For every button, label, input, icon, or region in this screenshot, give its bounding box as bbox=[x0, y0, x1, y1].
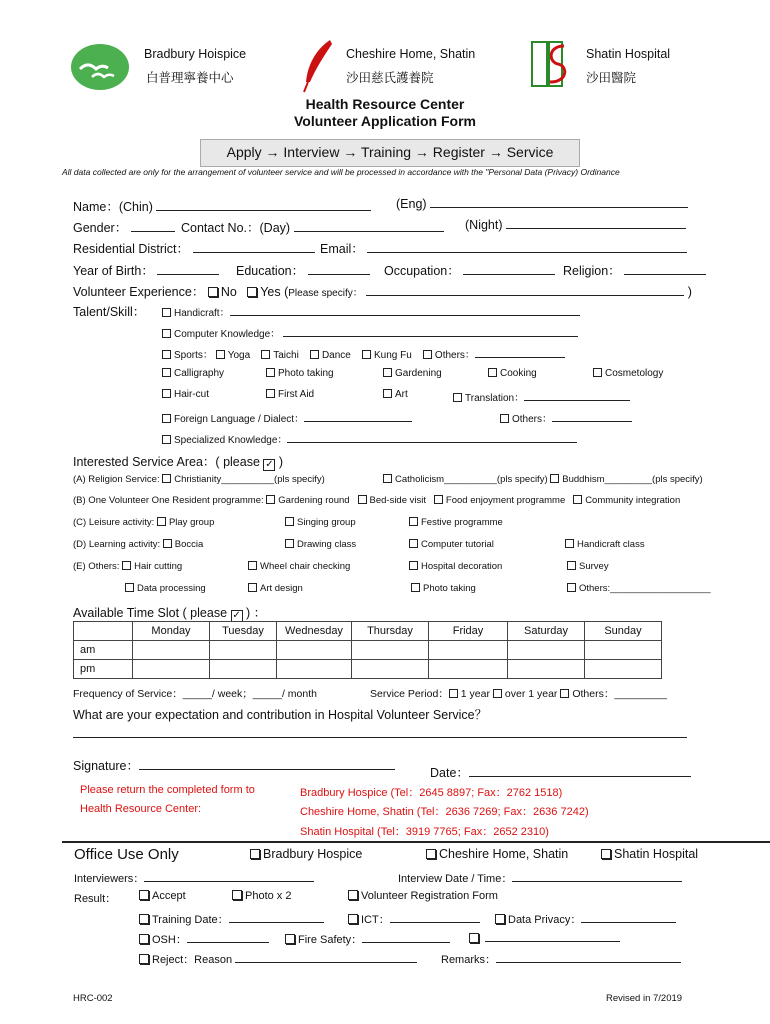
day-header: Saturday bbox=[508, 622, 585, 641]
fire-label: Fire Safety： bbox=[298, 934, 363, 946]
computer-field[interactable] bbox=[283, 326, 578, 337]
row-label: pm bbox=[74, 660, 133, 679]
phototaking-checkbox[interactable] bbox=[411, 583, 420, 592]
ict-checkbox[interactable] bbox=[348, 914, 358, 924]
tick-icon: ✓ bbox=[265, 459, 274, 470]
yoga-label: Yoga bbox=[227, 350, 251, 361]
data-processing-checkbox[interactable] bbox=[125, 583, 134, 592]
reject-label: Reject：Reason bbox=[152, 954, 233, 966]
office-shatin-checkbox[interactable] bbox=[601, 849, 611, 859]
dance-checkbox[interactable] bbox=[310, 350, 319, 359]
calligraphy-checkbox[interactable] bbox=[162, 368, 171, 377]
buddhism-checkbox[interactable] bbox=[550, 474, 559, 483]
vol-reg-label: Volunteer Registration Form bbox=[361, 890, 498, 902]
org1-name-zh: 白普理寧養中心 bbox=[146, 71, 234, 85]
slot-cell[interactable] bbox=[585, 660, 662, 679]
yob-label: Year of Birth： bbox=[73, 264, 154, 278]
slot-cell[interactable] bbox=[585, 641, 662, 660]
food-checkbox[interactable] bbox=[434, 495, 443, 504]
handicraft-class-label: Handicraft class bbox=[577, 539, 645, 550]
computer-tutorial-checkbox[interactable] bbox=[409, 539, 418, 548]
signature-label: Signature： bbox=[73, 759, 140, 773]
translation-field[interactable] bbox=[524, 390, 630, 401]
festive-label: Festive programme bbox=[421, 517, 503, 528]
form-title-line2: Volunteer Application Form bbox=[293, 113, 476, 129]
accept-label: Accept bbox=[152, 890, 186, 902]
religion-field[interactable] bbox=[624, 264, 706, 275]
festive-checkbox[interactable] bbox=[409, 517, 418, 526]
wheelchair-label: Wheel chair checking bbox=[260, 561, 351, 572]
over-one-label: over 1 year bbox=[504, 688, 558, 700]
bradbury-logo bbox=[70, 43, 130, 91]
play-checkbox[interactable] bbox=[157, 517, 166, 526]
period-others-label: Others：_________ bbox=[572, 688, 667, 700]
day-header: Sunday bbox=[585, 622, 662, 641]
photo-checkbox[interactable] bbox=[266, 368, 275, 377]
photo-label: Photo taking bbox=[278, 368, 334, 379]
office-divider bbox=[62, 841, 770, 843]
gardening-checkbox[interactable] bbox=[383, 368, 392, 377]
gardening-round-label: Gardening round bbox=[278, 495, 350, 506]
hospital-deco-label: Hospital decoration bbox=[421, 561, 503, 572]
slot-cell[interactable] bbox=[210, 641, 277, 660]
calligraphy-label: Calligraphy bbox=[174, 368, 225, 379]
expectation-answer-line[interactable] bbox=[73, 737, 687, 738]
catholicism-checkbox[interactable] bbox=[383, 474, 392, 483]
org3-name-zh: 沙田醫院 bbox=[586, 71, 637, 85]
gender-field[interactable] bbox=[131, 221, 175, 232]
name-eng-label: (Eng) bbox=[396, 197, 427, 211]
art-design-label: Art design bbox=[260, 583, 303, 594]
service-area-heading-end: ) bbox=[278, 455, 284, 469]
christianity-checkbox[interactable] bbox=[162, 474, 171, 483]
osh-field[interactable] bbox=[187, 932, 269, 943]
name-chin-label: Name：(Chin) bbox=[73, 200, 153, 214]
vol-exp-specify-field[interactable] bbox=[366, 285, 684, 296]
sports-others-label: Others： bbox=[434, 350, 475, 361]
taichi-checkbox[interactable] bbox=[261, 350, 270, 359]
computer-tutorial-label: Computer tutorial bbox=[421, 539, 494, 550]
interview-date-label: Interview Date / Time： bbox=[398, 873, 513, 885]
time-slot-heading: Available Time Slot ( please bbox=[73, 606, 228, 620]
osh-label: OSH： bbox=[152, 934, 187, 946]
wheelchair-checkbox[interactable] bbox=[248, 561, 257, 570]
fire-field[interactable] bbox=[362, 932, 450, 943]
date-label: Date： bbox=[430, 766, 469, 780]
boccia-label: Boccia bbox=[174, 539, 204, 550]
learning-label: (D) Learning activity: bbox=[73, 539, 161, 550]
computer-label: Computer Knowledge： bbox=[174, 329, 281, 340]
food-label: Food enjoyment programme bbox=[445, 495, 566, 506]
leisure-label: (C) Leisure activity: bbox=[73, 517, 155, 528]
handicraft-checkbox[interactable] bbox=[162, 308, 171, 317]
vol-exp-yes-checkbox[interactable] bbox=[247, 287, 257, 297]
table-header-row bbox=[74, 622, 662, 641]
community-checkbox[interactable] bbox=[573, 495, 582, 504]
education-label: Education： bbox=[236, 264, 305, 278]
survey-checkbox[interactable] bbox=[567, 561, 576, 570]
foreign-field[interactable] bbox=[304, 411, 412, 422]
gender-label: Gender： bbox=[73, 221, 128, 235]
translation-label: Translation： bbox=[465, 393, 525, 404]
community-label: Community integration bbox=[585, 495, 681, 506]
ict-label: ICT： bbox=[361, 914, 390, 926]
sports-others-checkbox[interactable] bbox=[423, 350, 432, 359]
haircut-label: Hair-cut bbox=[174, 389, 210, 400]
org3-name-en: Shatin Hospital bbox=[586, 47, 671, 61]
privacy-checkbox[interactable] bbox=[495, 914, 505, 924]
return-instruction-2: Health Resource Center: bbox=[80, 803, 202, 815]
form-code: HRC-002 bbox=[73, 993, 113, 1004]
interviewers-label: Interviewers： bbox=[74, 873, 145, 885]
day-header: Monday bbox=[133, 622, 210, 641]
contact-day-field[interactable] bbox=[294, 221, 444, 232]
form-title-line1: Health Resource Center bbox=[305, 96, 465, 112]
fire-checkbox[interactable] bbox=[285, 934, 295, 944]
reject-field[interactable] bbox=[235, 952, 417, 963]
cosmetology-checkbox[interactable] bbox=[593, 368, 602, 377]
privacy-label: Data Privacy： bbox=[508, 914, 582, 926]
office-shatin-label: Shatin Hospital bbox=[614, 847, 699, 861]
vol-exp-no-checkbox[interactable] bbox=[208, 287, 218, 297]
taichi-label: Taichi bbox=[273, 350, 299, 361]
art-design-checkbox[interactable] bbox=[248, 583, 257, 592]
photo-x2-label: Photo x 2 bbox=[245, 890, 292, 902]
date-field[interactable] bbox=[469, 766, 691, 777]
service-area-heading: Interested Service Area：( please bbox=[73, 455, 260, 469]
survey-label: Survey bbox=[579, 561, 609, 572]
cosmetology-label: Cosmetology bbox=[605, 368, 664, 379]
office-cheshire-checkbox[interactable] bbox=[426, 849, 436, 859]
revised-date: Revised in 7/2019 bbox=[606, 993, 683, 1004]
catholicism-label: Catholicism__________(pls specify) bbox=[395, 474, 548, 485]
office-bradbury-label: Bradbury Hospice bbox=[263, 847, 363, 861]
remarks-field[interactable] bbox=[496, 952, 681, 963]
yes-label: Yes ( bbox=[260, 285, 289, 299]
name-eng-field[interactable] bbox=[430, 197, 688, 208]
over-one-checkbox[interactable] bbox=[493, 689, 502, 698]
bedside-label: Bed-side visit bbox=[369, 495, 426, 506]
remarks-label: Remarks： bbox=[441, 954, 497, 966]
email-label: Email： bbox=[320, 242, 364, 256]
slot-cell[interactable] bbox=[429, 660, 508, 679]
day-header: Tuesday bbox=[210, 622, 277, 641]
reject-checkbox[interactable] bbox=[139, 954, 149, 964]
slot-cell[interactable] bbox=[210, 660, 277, 679]
training-label: Training Date： bbox=[152, 914, 229, 926]
sports-label: Sports： bbox=[174, 350, 213, 361]
district-field[interactable] bbox=[193, 242, 315, 253]
area-others-checkbox[interactable] bbox=[567, 583, 576, 592]
haircutting-checkbox[interactable] bbox=[122, 561, 131, 570]
cooking-checkbox[interactable] bbox=[488, 368, 497, 377]
talent-label: Talent/Skill： bbox=[73, 305, 146, 319]
skills-others-label: Others： bbox=[512, 414, 553, 425]
play-label: Play group bbox=[168, 517, 215, 528]
one-year-label: 1 year bbox=[460, 688, 490, 700]
handicraft-class-checkbox[interactable] bbox=[565, 539, 574, 548]
specialized-label: Specialized Knowledge： bbox=[174, 435, 288, 446]
foreign-checkbox[interactable] bbox=[162, 414, 171, 423]
translation-checkbox[interactable] bbox=[453, 393, 462, 402]
slot-cell[interactable] bbox=[133, 660, 210, 679]
education-field[interactable] bbox=[308, 264, 370, 275]
others-area-label: (E) Others: bbox=[73, 561, 120, 572]
haircutting-label: Hair cutting bbox=[134, 561, 183, 572]
gardening-round-checkbox[interactable] bbox=[266, 495, 275, 504]
sports-checkbox[interactable] bbox=[162, 350, 171, 359]
close-paren: ) bbox=[687, 285, 692, 299]
expectation-question: What are your expectation and contribution in Hospital Volunteer Service？ bbox=[73, 708, 488, 722]
computer-checkbox[interactable] bbox=[162, 329, 171, 338]
foreign-label: Foreign Language / Dialect： bbox=[174, 414, 305, 425]
no-label: No bbox=[220, 285, 237, 299]
cooking-label: Cooking bbox=[500, 368, 537, 379]
gardening-label: Gardening bbox=[395, 368, 442, 379]
skills-others-field[interactable] bbox=[552, 411, 632, 422]
accept-checkbox[interactable] bbox=[139, 890, 149, 900]
vol-reg-checkbox[interactable] bbox=[348, 890, 358, 900]
handicraft-field[interactable] bbox=[230, 305, 580, 316]
contact-night-field[interactable] bbox=[506, 218, 686, 229]
office-cheshire-label: Cheshire Home, Shatin bbox=[439, 847, 569, 861]
bedside-checkbox[interactable] bbox=[358, 495, 367, 504]
shatin-contact: Shatin Hospital (Tel：3919 7765; Fax：2652 2310) bbox=[300, 826, 549, 838]
occupation-label: Occupation： bbox=[384, 264, 460, 278]
slot-cell[interactable] bbox=[352, 641, 429, 660]
handicraft-label: Handicraft： bbox=[174, 308, 230, 319]
process-steps: Apply → Interview → Training → Register → Service bbox=[226, 144, 554, 160]
religion-service-label: (A) Religion Service: bbox=[73, 474, 160, 485]
office-use-title: Office Use Only bbox=[74, 846, 179, 863]
signature-field[interactable] bbox=[139, 759, 395, 770]
specialized-checkbox[interactable] bbox=[162, 435, 171, 444]
tick-icon: ✓ bbox=[232, 610, 241, 621]
slot-cell[interactable] bbox=[277, 660, 352, 679]
occupation-field[interactable] bbox=[463, 264, 555, 275]
drawing-label: Drawing class bbox=[297, 539, 357, 550]
table-row bbox=[74, 660, 662, 679]
office-bradbury-checkbox[interactable] bbox=[250, 849, 260, 859]
time-slot-table bbox=[73, 621, 662, 679]
please-specify-label: Please specify： bbox=[288, 288, 363, 299]
yob-field[interactable] bbox=[157, 264, 219, 275]
contact-day-label: Contact No.：(Day) bbox=[181, 221, 291, 235]
night-label: (Night) bbox=[465, 218, 503, 232]
art-checkbox[interactable] bbox=[383, 389, 392, 398]
art-label: Art bbox=[395, 389, 408, 400]
training-field[interactable] bbox=[229, 912, 324, 923]
day-header: Wednesday bbox=[277, 622, 352, 641]
one-year-checkbox[interactable] bbox=[449, 689, 458, 698]
corner-cell bbox=[74, 622, 133, 641]
frequency-field[interactable]: Frequency of Service：_____/ week；_____/ month bbox=[73, 688, 317, 700]
result-label: Result： bbox=[74, 893, 117, 905]
district-label: Residential District： bbox=[73, 242, 190, 256]
email-field[interactable] bbox=[367, 242, 687, 253]
phototaking-label: Photo taking bbox=[423, 583, 476, 594]
blank-option-field[interactable] bbox=[485, 931, 620, 942]
boccia-checkbox[interactable] bbox=[163, 539, 172, 548]
osh-checkbox[interactable] bbox=[139, 934, 149, 944]
area-others-label: Others:___________________ bbox=[579, 583, 711, 594]
blank-option-checkbox[interactable] bbox=[469, 933, 479, 943]
period-others-checkbox[interactable] bbox=[560, 689, 569, 698]
slot-cell[interactable] bbox=[277, 641, 352, 660]
period-label: Service Period： bbox=[370, 688, 449, 700]
training-checkbox[interactable] bbox=[139, 914, 149, 924]
cheshire-feather-logo bbox=[300, 38, 336, 94]
slot-cell[interactable] bbox=[133, 641, 210, 660]
haircut-checkbox[interactable] bbox=[162, 389, 171, 398]
firstaid-label: First Aid bbox=[278, 389, 315, 400]
yoga-checkbox[interactable] bbox=[216, 350, 225, 359]
slot-cell[interactable] bbox=[508, 641, 585, 660]
photo-x2-checkbox[interactable] bbox=[232, 890, 242, 900]
day-header: Friday bbox=[429, 622, 508, 641]
drawing-checkbox[interactable] bbox=[285, 539, 294, 548]
singing-checkbox[interactable] bbox=[285, 517, 294, 526]
time-slot-heading-end: ) ： bbox=[246, 606, 267, 620]
table-row bbox=[74, 641, 662, 660]
singing-label: Singing group bbox=[297, 517, 356, 528]
ict-field[interactable] bbox=[390, 912, 480, 923]
data-processing-label: Data processing bbox=[137, 583, 206, 594]
ovor-label: (B) One Volunteer One Resident programme: bbox=[73, 495, 264, 506]
slot-cell[interactable] bbox=[429, 641, 508, 660]
firstaid-checkbox[interactable] bbox=[266, 389, 275, 398]
religion-label: Religion： bbox=[563, 264, 621, 278]
specialized-field[interactable] bbox=[287, 432, 577, 443]
skills-others-checkbox[interactable] bbox=[500, 414, 509, 423]
privacy-field[interactable] bbox=[581, 912, 676, 923]
privacy-disclaimer: All data collected are only for the arrangement of volunteer service and will be processed in accordance with the "Personal Data (Privacy) Ordinance bbox=[62, 167, 620, 177]
interview-date-field[interactable] bbox=[512, 871, 682, 882]
org1-name-en: Bradbury Hoispice bbox=[144, 47, 247, 61]
row-label: am bbox=[74, 641, 133, 660]
return-instruction-1: Please return the completed form to bbox=[80, 784, 255, 796]
slot-cell[interactable] bbox=[352, 660, 429, 679]
shatin-hospital-logo bbox=[528, 38, 576, 90]
day-header: Thursday bbox=[352, 622, 429, 641]
cheshire-contact: Cheshire Home, Shatin (Tel：2636 7269; Fax：2636 7242) bbox=[300, 806, 589, 818]
dance-label: Dance bbox=[321, 350, 351, 361]
org2-name-en: Cheshire Home, Shatin bbox=[346, 47, 476, 61]
name-chin-field[interactable] bbox=[156, 200, 371, 211]
buddhism-label: Buddhism_________(pls specify) bbox=[562, 474, 703, 485]
hospital-deco-checkbox[interactable] bbox=[409, 561, 418, 570]
org2-name-zh: 沙田慈氏護養院 bbox=[346, 71, 434, 85]
christianity-label: Christianity__________(pls specify) bbox=[174, 474, 325, 485]
slot-cell[interactable] bbox=[508, 660, 585, 679]
sports-others-field[interactable] bbox=[475, 347, 565, 358]
kungfu-checkbox[interactable] bbox=[362, 350, 371, 359]
interviewers-field[interactable] bbox=[144, 871, 314, 882]
bradbury-contact: Bradbury Hospice (Tel：2645 8897; Fax：2762 1518) bbox=[300, 787, 563, 799]
kungfu-label: Kung Fu bbox=[373, 350, 412, 361]
vol-exp-label: Volunteer Experience： bbox=[73, 285, 205, 299]
